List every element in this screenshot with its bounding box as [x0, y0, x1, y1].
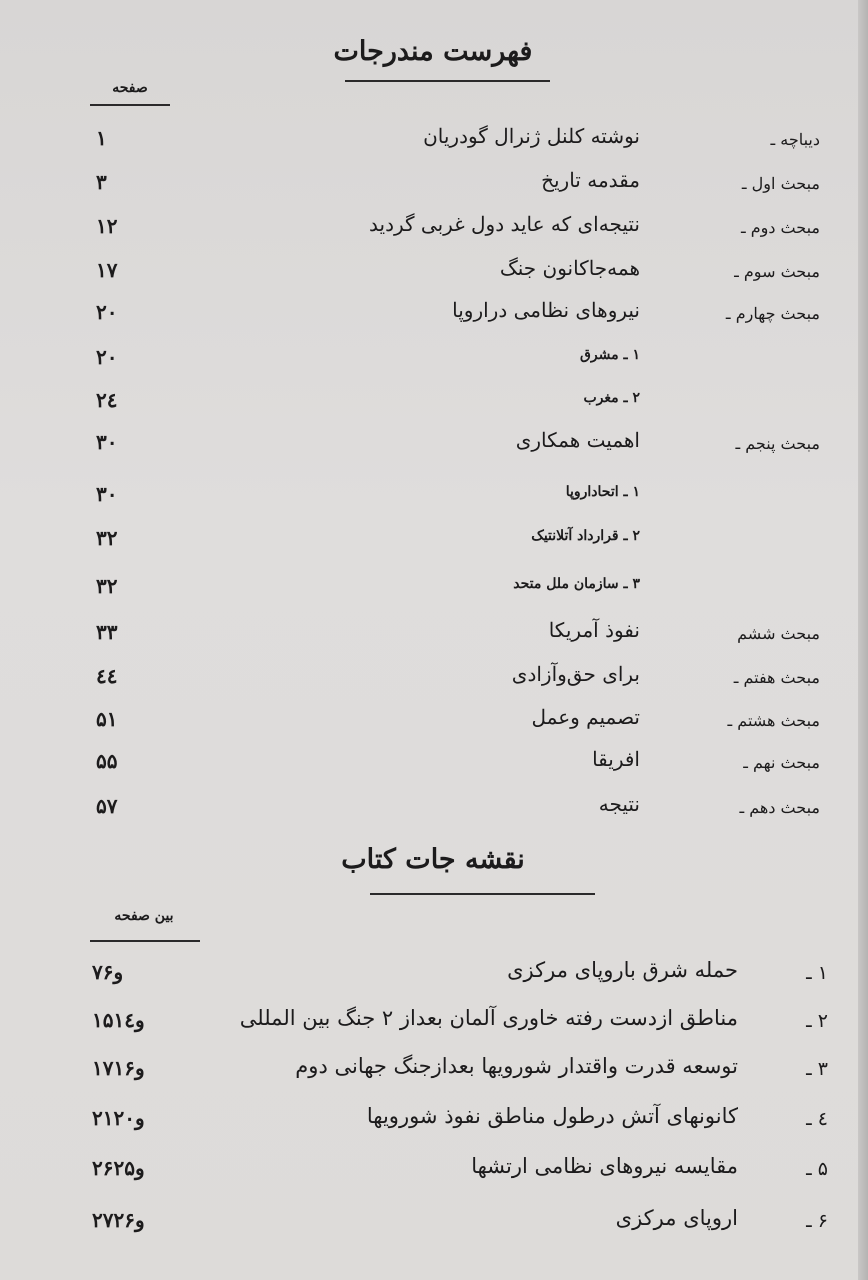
map-title: حمله شرق باروپای مرکزی: [507, 958, 738, 982]
maps-page-header: بین صفحه: [114, 908, 174, 924]
section-title: نوشته کلنل ژنرال گودریان: [423, 124, 640, 148]
section-title: ۳ ـ سازمان ملل متحد: [513, 576, 640, 592]
contents-title: فهرست مندرجات: [333, 36, 533, 67]
page-number: ۵۷: [96, 794, 118, 818]
map-number: ٤ ـ: [806, 1108, 828, 1130]
page-number: ۳۳: [96, 620, 118, 644]
contents-page-header: صفحه: [112, 80, 148, 96]
maps-title-underline: [370, 893, 595, 895]
page-number: ۱۷: [96, 258, 118, 282]
section-label: مبحث هشتم ـ: [727, 711, 820, 730]
section-label: مبحث چهارم ـ: [725, 304, 820, 323]
section-label: دیباچه ـ: [770, 130, 820, 149]
page-number: ۵۵: [96, 749, 118, 773]
map-number: ۵ ـ: [806, 1158, 828, 1180]
section-title: نفوذ آمریکا: [548, 618, 640, 642]
section-title: نیروهای نظامی دراروپا: [452, 298, 640, 322]
map-title: توسعه قدرت واقتدار شورویها بعدازجنگ جهانی دوم: [295, 1054, 738, 1078]
section-label: مبحث اول ـ: [741, 174, 820, 193]
page-number: ۱: [96, 126, 107, 150]
section-title: افریقا: [592, 747, 640, 771]
map-title: کانونهای آتش درطول مناطق نفوذ شورویها: [366, 1104, 738, 1128]
section-label: مبحث پنجم ـ: [735, 434, 820, 453]
map-number: ۱ ـ: [806, 962, 828, 984]
page-header-underline: [90, 104, 170, 106]
page-number: ۳۰: [96, 430, 118, 454]
section-label: مبحث هفتم ـ: [733, 668, 820, 687]
section-title: نتیجه: [598, 792, 640, 816]
page-number: ۳۰: [96, 482, 118, 506]
page-number: ٤٤: [96, 664, 118, 688]
map-pages: ۲۶و۲۵: [92, 1156, 145, 1180]
section-title: ۱ ـ مشرق: [580, 347, 640, 363]
page-edge-shadow: [858, 0, 868, 1280]
map-pages: ۲۱و۲۰: [92, 1106, 145, 1130]
page-number: ۵۱: [96, 707, 118, 731]
page-number: ۱۲: [96, 214, 118, 238]
section-title: برای حق‌وآزادی: [511, 662, 640, 686]
section-label: مبحث ششم: [737, 624, 820, 643]
map-pages: ۱۷و۱۶: [92, 1056, 145, 1080]
page-number: ۲٤: [96, 388, 118, 412]
map-pages: ۲۷و۲۶: [92, 1208, 145, 1232]
section-title: مقدمه تاریخ: [541, 168, 640, 192]
page-number: ۳: [96, 170, 107, 194]
maps-title: نقشه جات کتاب: [341, 844, 525, 875]
contents-title-underline: [345, 80, 550, 82]
page-number: ۳۲: [96, 574, 118, 598]
section-label: مبحث سوم ـ: [734, 262, 820, 281]
page-number: ۲۰: [96, 345, 118, 369]
section-title: اهمیت همکاری: [515, 428, 640, 452]
section-title: همه‌جاکانون جنگ: [499, 256, 640, 280]
map-number: ۲ ـ: [806, 1010, 828, 1032]
map-title: مقایسه نیروهای نظامی ارتشها: [471, 1154, 738, 1178]
section-label: مبحث دهم ـ: [739, 798, 820, 817]
section-title: ۲ ـ مغرب: [583, 390, 640, 406]
page-number: ۲۰: [96, 300, 118, 324]
section-label: مبحث دوم ـ: [740, 218, 820, 237]
section-title: تصمیم وعمل: [531, 705, 640, 729]
map-pages: ۷و۶: [92, 960, 124, 984]
map-number: ۳ ـ: [806, 1058, 828, 1080]
section-label: مبحث نهم ـ: [743, 753, 820, 772]
section-title: ۱ ـ اتحاداروپا: [565, 484, 640, 500]
map-title: مناطق ازدست رفته خاوری آلمان بعداز ۲ جنگ بین المللی: [239, 1006, 738, 1030]
maps-header-underline: [90, 940, 200, 942]
section-title: ۲ ـ قرارداد آتلانتیک: [531, 528, 640, 544]
map-title: اروپای مرکزی: [615, 1206, 738, 1230]
page-number: ۳۲: [96, 526, 118, 550]
map-number: ۶ ـ: [806, 1210, 828, 1232]
map-pages: ۱۵و۱٤: [92, 1008, 145, 1032]
section-title: نتیجه‌ای که عاید دول غربی گردید: [369, 212, 640, 236]
